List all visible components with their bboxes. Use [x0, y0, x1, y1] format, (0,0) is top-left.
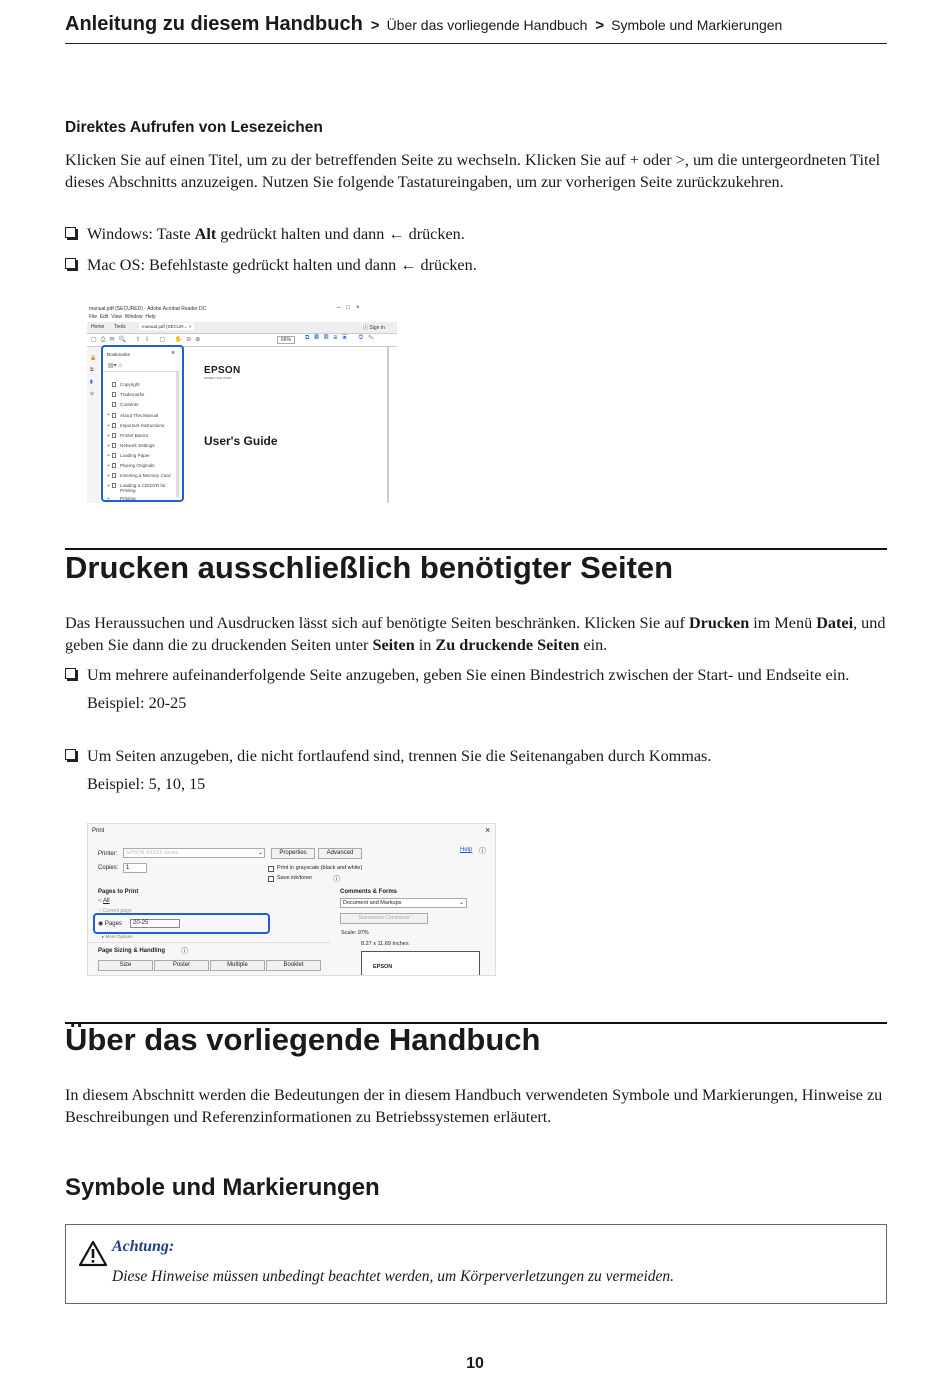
bookmark-icon [112, 382, 116, 387]
page-number: 10 [466, 1355, 484, 1372]
bookmark-icon [112, 443, 116, 448]
window-controls[interactable]: –□× [337, 305, 366, 311]
checkbox-bullet-icon [65, 668, 76, 679]
panel-title: Bookmarks [107, 352, 130, 357]
dialog-title: Print [92, 828, 105, 834]
bookmark-icon [112, 402, 116, 407]
print-dialog-screenshot [87, 823, 496, 976]
menu-bar[interactable] [89, 314, 156, 320]
bookmark-item[interactable]: Important Instructions [120, 423, 165, 428]
help-icon[interactable]: ⓘ [479, 848, 486, 855]
bookmark-item[interactable]: Trademarks [120, 392, 145, 397]
breadcrumb-separator: > [595, 17, 605, 34]
save-ink-checkbox[interactable] [268, 876, 274, 882]
brand-tagline: EXCEED YOUR VISION [204, 377, 232, 380]
example-text: Beispiel: 5, 10, 15 [87, 774, 206, 793]
list-item [65, 224, 887, 246]
bookmark-icon [112, 413, 116, 418]
bullet-text: Windows: Taste [87, 225, 195, 243]
paper-size-label: 8.27 x 11.69 Inches [361, 941, 409, 947]
advanced-button[interactable]: Advanced [318, 848, 362, 859]
checkbox-bullet-icon [65, 227, 76, 238]
term-datei: Datei [816, 614, 854, 632]
bookmark-item[interactable]: Placing Originals [120, 463, 155, 468]
zoom-select[interactable]: 66% [277, 336, 295, 344]
tab-document[interactable]: manual.pdf (SECUR... × [139, 323, 194, 330]
expand-icon[interactable]: + [107, 483, 110, 489]
bookmark-item[interactable]: Network Settings [120, 443, 155, 448]
expand-icon[interactable]: + [107, 463, 110, 469]
summarize-comments-button[interactable]: Summarize Comments [340, 913, 428, 924]
printer-label: Printer: [98, 851, 118, 857]
expand-icon[interactable]: + [107, 496, 110, 502]
sign-in-link[interactable]: ⓘ Sign In [363, 325, 385, 331]
bookmark-item[interactable]: Copyright [120, 382, 140, 387]
copies-input[interactable]: 1 [123, 863, 147, 873]
info-icon[interactable]: ⓘ [333, 876, 340, 883]
panel-scrollbar[interactable] [176, 371, 179, 497]
bookmark-item[interactable]: Loading a CD/DVD for Printing [120, 483, 166, 493]
expand-icon[interactable]: + [107, 412, 110, 418]
bookmark-icon [112, 483, 116, 488]
copies-label: Copies: [98, 865, 119, 871]
list-item [65, 255, 887, 277]
bookmark-icon [112, 473, 116, 478]
list-item [65, 665, 887, 714]
poster-button[interactable]: Poster [154, 960, 209, 971]
bookmarks-heading: Direktes Aufrufen von Lesezeichen [65, 119, 323, 136]
bookmarks-panel[interactable] [101, 345, 184, 502]
chevron-down-icon: ⌄ [258, 850, 264, 856]
multiple-button[interactable]: Multiple [210, 960, 265, 971]
caution-label: Achtung: [112, 1238, 175, 1255]
breadcrumb-separator: > [370, 17, 380, 34]
bookmark-icon [112, 433, 116, 438]
menu-view[interactable]: View [111, 314, 122, 320]
expand-icon[interactable]: + [107, 473, 110, 479]
grayscale-label: Print in grayscale (black and white) [277, 865, 363, 871]
properties-button[interactable]: Properties [271, 848, 315, 859]
caution-box [65, 1224, 887, 1304]
document-page [187, 347, 387, 503]
sizing-label: Page Sizing & Handling [98, 948, 166, 954]
header-title: Anleitung zu diesem Handbuch [65, 13, 363, 35]
term-zu-druckende-seiten: Zu druckende Seiten [435, 635, 580, 654]
term-drucken: Drucken [688, 614, 750, 632]
key-alt: Alt [194, 225, 217, 243]
size-button[interactable]: Size [98, 960, 153, 971]
bookmark-item[interactable]: Contents [120, 402, 139, 407]
expand-icon[interactable]: + [107, 443, 110, 449]
toolbar-icons[interactable]: ▢⎙✉🔍 ⇧⇩ ▢ ✋⊖⊕ [91, 337, 205, 343]
booklet-button[interactable]: Booklet [266, 960, 321, 971]
bookmark-icon [112, 392, 116, 397]
checkbox-bullet-icon [65, 258, 76, 269]
breadcrumb-section[interactable]: Über das vorliegende Handbuch [386, 17, 588, 33]
printer-select[interactable]: EPSON XXXXX Series ⌄ [123, 848, 265, 858]
bookmark-item[interactable]: Loading Paper [120, 453, 150, 458]
menu-window[interactable]: Window [124, 314, 143, 320]
bookmark-item[interactable]: About This Manual [120, 413, 159, 418]
print-heading: Drucken ausschließlich benötigter Seiten [65, 550, 674, 585]
menu-file[interactable]: File [89, 314, 98, 320]
nav-pane-strip [87, 347, 99, 503]
dialog-close-icon[interactable]: × [485, 825, 491, 835]
bullet-text: Mac OS: Befehlstaste gedrückt halten und dann ← drücken. [87, 256, 477, 274]
bookmark-icon [112, 453, 116, 458]
about-text: In diesem Abschnitt werden die Bedeutungen der in diesem Handbuch verwendeten Symbole und Markierungen, Hinweise zu Beschreibungen und Referenzinformationen zu Betriebssystemen erläutert. [65, 1086, 883, 1126]
pages-input[interactable]: 20-25 [130, 919, 180, 928]
warning-triangle-icon [78, 1240, 108, 1267]
comments-select[interactable]: Document and Markups ⌄ [340, 898, 467, 908]
breadcrumb-subsection[interactable]: Symbole und Markierungen [611, 17, 783, 33]
bookmarks-intro: Klicken Sie auf einen Titel, um zu der betreffenden Seite zu wechseln. Klicken Sie auf + oder >, um die untergeordneten Titel dieses Abschnitts anzuzeigen. Nutzen Sie folgende Tastatureingaben, um zur vorherigen Seite zurückzukehren. [65, 151, 881, 191]
document-title: User's Guide [204, 434, 278, 448]
list-item [65, 746, 887, 795]
checkbox-bullet-icon [65, 749, 76, 760]
tab-tools[interactable]: Tools [114, 324, 126, 330]
panel-close-icon[interactable]: × [171, 350, 176, 357]
preview-brand: EPSON [373, 964, 393, 970]
example-text: Beispiel: 20-25 [87, 693, 187, 712]
divider [88, 942, 330, 943]
bullet-text: Um Seiten anzugeben, die nicht fortlaufend sind, trennen Sie die Seitenangaben durch Kommas. [87, 747, 712, 765]
expand-icon[interactable]: + [107, 433, 110, 439]
bookmark-icon [112, 423, 116, 428]
help-link[interactable]: Help [460, 847, 473, 853]
term-seiten: Seiten [372, 635, 415, 654]
caution-text: Diese Hinweise müssen unbedingt beachtet werden, um Körperverletzungen zu vermeiden. [112, 1268, 675, 1285]
window-title: manual.pdf (SECURED) - Adobe Acrobat Reader DC [89, 306, 207, 312]
print-intro: Das Heraussuchen und Ausdrucken lässt sich auf benötigte Seiten beschränken. Klicken Sie auf Drucken im Menü Datei, und geben Sie dann die zu druckenden Seiten unter Seiten in Zu druckende Seiten ein. [65, 614, 886, 654]
nav-icons[interactable]: 🔒 ⧉ ▮ ⊘ [90, 355, 97, 397]
menu-help[interactable]: Help [145, 314, 156, 320]
print-preview [361, 951, 480, 976]
pages-highlight[interactable] [93, 913, 270, 934]
tab-home[interactable]: Home [91, 324, 105, 330]
bookmark-icon [112, 463, 116, 468]
bullet-text: gedrückt halten und dann ← drücken. [216, 225, 465, 243]
save-ink-label: Save ink/toner [277, 875, 313, 881]
bookmark-item[interactable]: Inserting a Memory Card [120, 473, 171, 478]
document-scrollbar[interactable] [387, 347, 389, 503]
more-options-toggle[interactable]: ▸ More Options [102, 934, 133, 939]
radio-all[interactable]: ○ All [98, 898, 110, 904]
radio-pages[interactable]: ◉ Pages [98, 921, 122, 927]
grayscale-checkbox[interactable] [268, 866, 274, 872]
bookmark-item[interactable]: Printing [120, 496, 136, 501]
expand-icon[interactable]: + [107, 423, 110, 429]
info-icon[interactable]: ⓘ [181, 948, 188, 955]
panel-options-icon[interactable]: ▤▾ ⌂ [108, 363, 122, 369]
chevron-down-icon: ⌄ [459, 900, 465, 906]
about-heading: Über das vorliegende Handbuch [65, 1022, 541, 1057]
bookmark-list [103, 371, 181, 500]
pages-to-print-label: Pages to Print [98, 889, 139, 895]
brand-logo: EPSON [204, 365, 241, 376]
symbols-heading: Symbole und Markierungen [65, 1174, 380, 1201]
scale-label: Scale: 97% [341, 930, 369, 936]
running-header [65, 13, 887, 44]
radio-current-page[interactable]: ○ Current page [98, 908, 132, 914]
bullet-text: Um mehrere aufeinanderfolgende Seite anzugeben, geben Sie einen Bindestrich zwischen der Start- und Endseite ein. [87, 666, 850, 684]
menu-edit[interactable]: Edit [99, 314, 109, 320]
toolbar-tools-icons[interactable]: ⧉▦▤⊞▣ ◎✎ [305, 335, 379, 341]
expand-icon[interactable]: + [107, 453, 110, 459]
tab-bar [87, 322, 397, 334]
reader-screenshot [87, 304, 397, 503]
bookmark-item[interactable]: Printer Basics [120, 433, 149, 438]
comments-forms-label: Comments & Forms [340, 889, 398, 895]
